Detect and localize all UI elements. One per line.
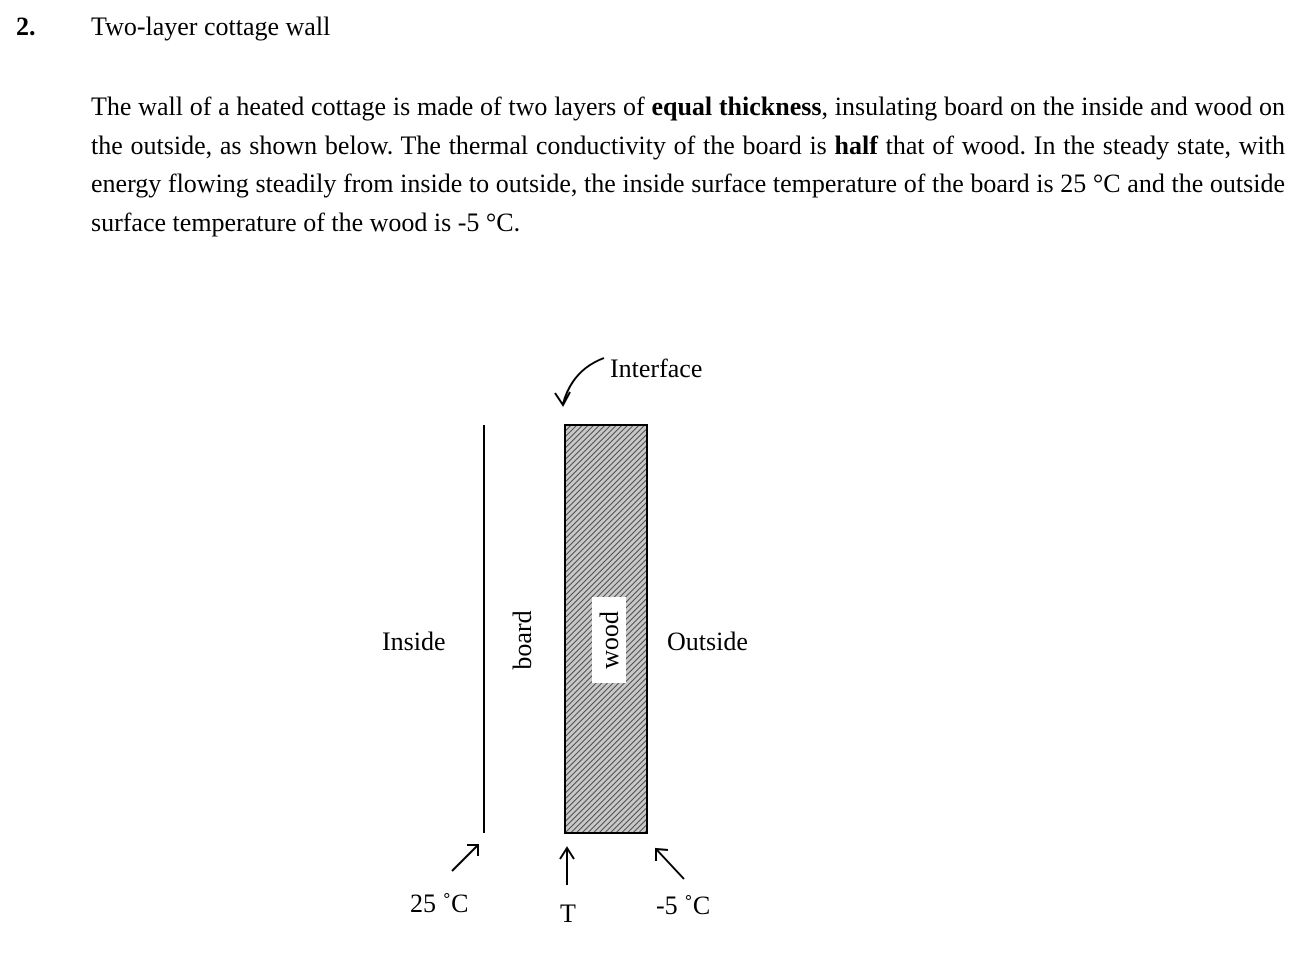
body-text-1: The wall of a heated cottage is made of two layers of: [91, 92, 652, 121]
body-bold-equal-thickness: equal thickness: [651, 92, 822, 121]
question-title: Two-layer cottage wall: [91, 12, 331, 41]
interface-label: Interface: [610, 354, 703, 383]
board-label: board: [508, 610, 537, 670]
interface-arrowhead-icon: [555, 392, 570, 405]
inside-label: Inside: [382, 627, 446, 656]
body-text-3: that of wood. In the steady state, with energy flowing steadily from inside to outside, the inside surface temperature of the board is 25 °C and the outside surface temperature of the wood is -5 °C.: [91, 130, 1286, 237]
outside-label: Outside: [667, 627, 748, 656]
interface-arrow-icon: [563, 358, 604, 404]
outside-temp-arrow-icon: [656, 849, 684, 879]
inside-temp-arrow-icon: [452, 845, 478, 871]
question-number: 2.: [16, 12, 36, 41]
wood-label: wood: [595, 611, 624, 669]
interface-temp-label: T: [560, 899, 576, 928]
inside-temp-label: 25 ˚C: [410, 889, 469, 918]
outside-temp-label: -5 ˚C: [656, 891, 711, 920]
body-text-2: , insulating board on the inside and wood on the outside, as shown below. The thermal conductivity of the board is: [91, 92, 1285, 160]
body-bold-half: half: [834, 130, 878, 160]
